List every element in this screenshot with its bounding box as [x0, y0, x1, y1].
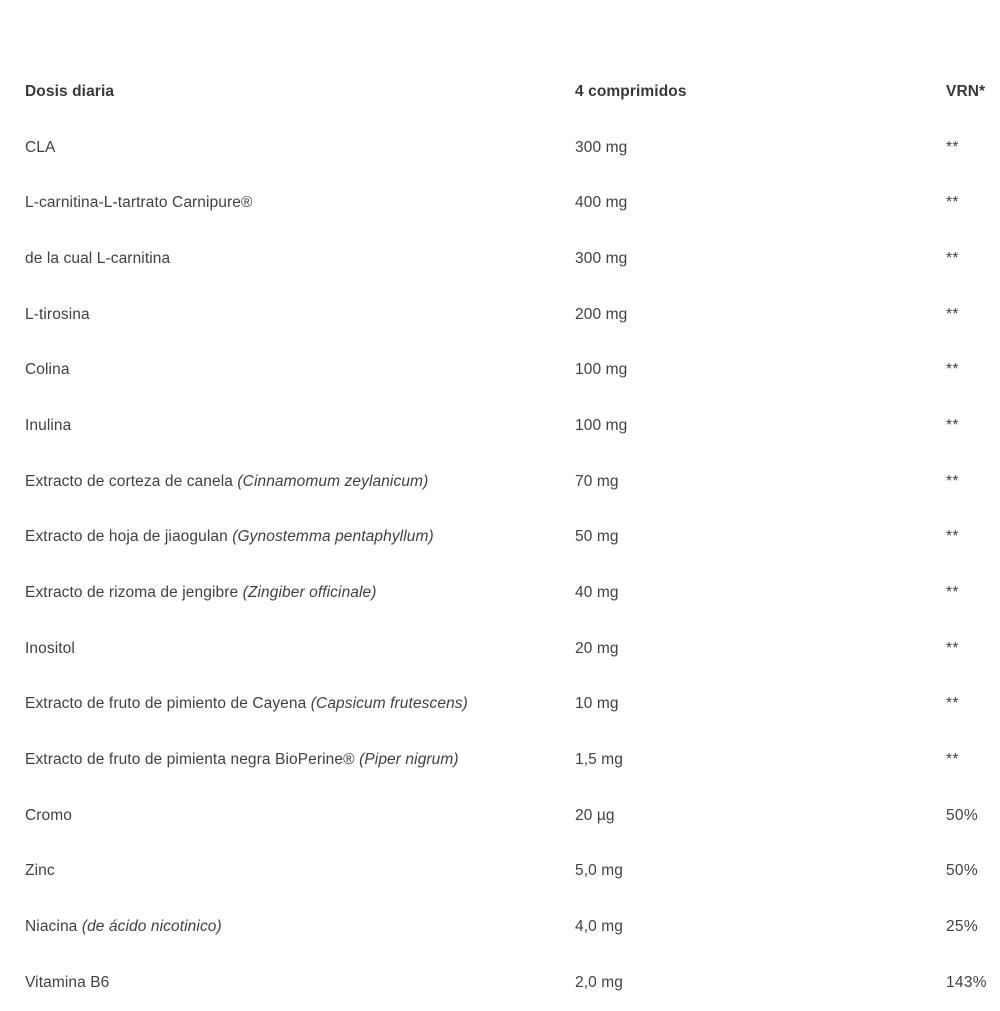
- ingredient-label: Colina: [25, 361, 70, 379]
- vrn-value: 143%: [946, 973, 987, 991]
- amount-value: 300 mg: [575, 138, 628, 156]
- ingredient-label: Inositol: [25, 639, 75, 657]
- vrn-value: 50%: [946, 806, 978, 824]
- table-row: [0, 287, 1000, 343]
- ingredient-label: de la cual L-carnitina: [25, 249, 171, 267]
- ingredient-label: Inulina: [25, 416, 72, 434]
- column-header-vrn: VRN*: [946, 82, 986, 100]
- table-row: [0, 788, 1000, 844]
- ingredient-label: Niacina: [25, 918, 78, 936]
- ingredient-label: L-carnitina-L-tartrato Carnipure®: [25, 194, 253, 212]
- amount-value: 5,0 mg: [575, 862, 623, 880]
- column-header-dosis-diaria: Dosis diaria: [25, 82, 115, 100]
- amount-value: 10 mg: [575, 695, 619, 713]
- ingredient-label: Cromo: [25, 806, 73, 824]
- vrn-value: **: [946, 194, 959, 212]
- amount-value: 400 mg: [575, 194, 628, 212]
- amount-value: 20 µg: [575, 806, 615, 824]
- vrn-value: **: [946, 361, 959, 379]
- ingredient-name: [0, 695, 575, 713]
- ingredient-label: Extracto de fruto de pimienta negra BioPerine®: [25, 751, 355, 769]
- table-row: [0, 621, 1000, 677]
- ingredient-label: Extracto de fruto de pimiento de Cayena: [25, 695, 307, 713]
- table-row: [0, 899, 1000, 955]
- ingredient-label: Zinc: [25, 862, 55, 880]
- ingredient-name: [0, 306, 575, 324]
- vrn-value: 25%: [946, 918, 978, 936]
- table-row: [0, 454, 1000, 510]
- vrn-value: **: [946, 416, 959, 434]
- vrn-value: **: [946, 138, 959, 156]
- vrn-value: **: [946, 639, 959, 657]
- amount-value: 2,0 mg: [575, 973, 623, 991]
- ingredient-latin-name: (Piper nigrum): [359, 751, 459, 769]
- table-row: [0, 398, 1000, 454]
- ingredient-latin-name: (de ácido nicotinico): [81, 918, 222, 936]
- ingredient-latin-name: (Capsicum frutescens): [310, 695, 468, 713]
- ingredient-name: [0, 473, 575, 491]
- ingredient-latin-name: (Cinnamomum zeylanicum): [237, 472, 429, 490]
- amount-value: 40 mg: [575, 584, 619, 602]
- ingredient-label: Extracto de rizoma de jengibre: [25, 584, 239, 602]
- table-row: [0, 175, 1000, 231]
- ingredient-latin-name: (Zingiber officinale): [242, 584, 377, 602]
- vrn-value: **: [946, 472, 959, 490]
- vrn-value: **: [946, 584, 959, 602]
- table-row: [0, 955, 1000, 1011]
- amount-value: 20 mg: [575, 639, 619, 657]
- ingredient-name: [0, 862, 575, 880]
- vrn-value: **: [946, 751, 959, 769]
- amount-value: 300 mg: [575, 249, 628, 267]
- vrn-value: **: [946, 305, 959, 323]
- table-row: [0, 510, 1000, 566]
- vrn-value: **: [946, 528, 959, 546]
- ingredient-name: [0, 918, 575, 936]
- table-row: [0, 677, 1000, 733]
- ingredient-name: [0, 584, 575, 602]
- column-header-comprimidos: 4 comprimidos: [575, 82, 687, 100]
- amount-value: 100 mg: [575, 416, 628, 434]
- vrn-value: **: [946, 249, 959, 267]
- ingredient-name: [0, 361, 575, 379]
- table-row: [0, 342, 1000, 398]
- table-header-row: [0, 64, 1000, 120]
- amount-value: 100 mg: [575, 361, 628, 379]
- ingredient-label: Vitamina B6: [25, 973, 110, 991]
- amount-value: 50 mg: [575, 528, 619, 546]
- ingredient-label: Extracto de corteza de canela: [25, 472, 233, 490]
- ingredient-label: Extracto de hoja de jiaogulan: [25, 528, 228, 546]
- amount-value: 1,5 mg: [575, 751, 623, 769]
- ingredient-name: [0, 194, 575, 212]
- amount-value: 4,0 mg: [575, 918, 623, 936]
- ingredient-name: [0, 751, 575, 769]
- ingredient-name: [0, 139, 575, 157]
- ingredient-label: L-tirosina: [25, 305, 90, 323]
- table-row: [0, 120, 1000, 176]
- vrn-value: 50%: [946, 862, 978, 880]
- vrn-value: **: [946, 695, 959, 713]
- ingredient-name: [0, 807, 575, 825]
- amount-value: 200 mg: [575, 305, 628, 323]
- ingredient-name: [0, 528, 575, 546]
- ingredient-label: CLA: [25, 138, 56, 156]
- table-body: [0, 120, 1000, 1011]
- table-row: [0, 565, 1000, 621]
- ingredient-name: [0, 250, 575, 268]
- table-row: [0, 844, 1000, 900]
- table-row: [0, 732, 1000, 788]
- amount-value: 70 mg: [575, 472, 619, 490]
- table-row: [0, 231, 1000, 287]
- ingredient-name: [0, 974, 575, 992]
- ingredient-name: [0, 640, 575, 658]
- ingredient-latin-name: (Gynostemma pentaphyllum): [232, 528, 434, 546]
- ingredient-name: [0, 417, 575, 435]
